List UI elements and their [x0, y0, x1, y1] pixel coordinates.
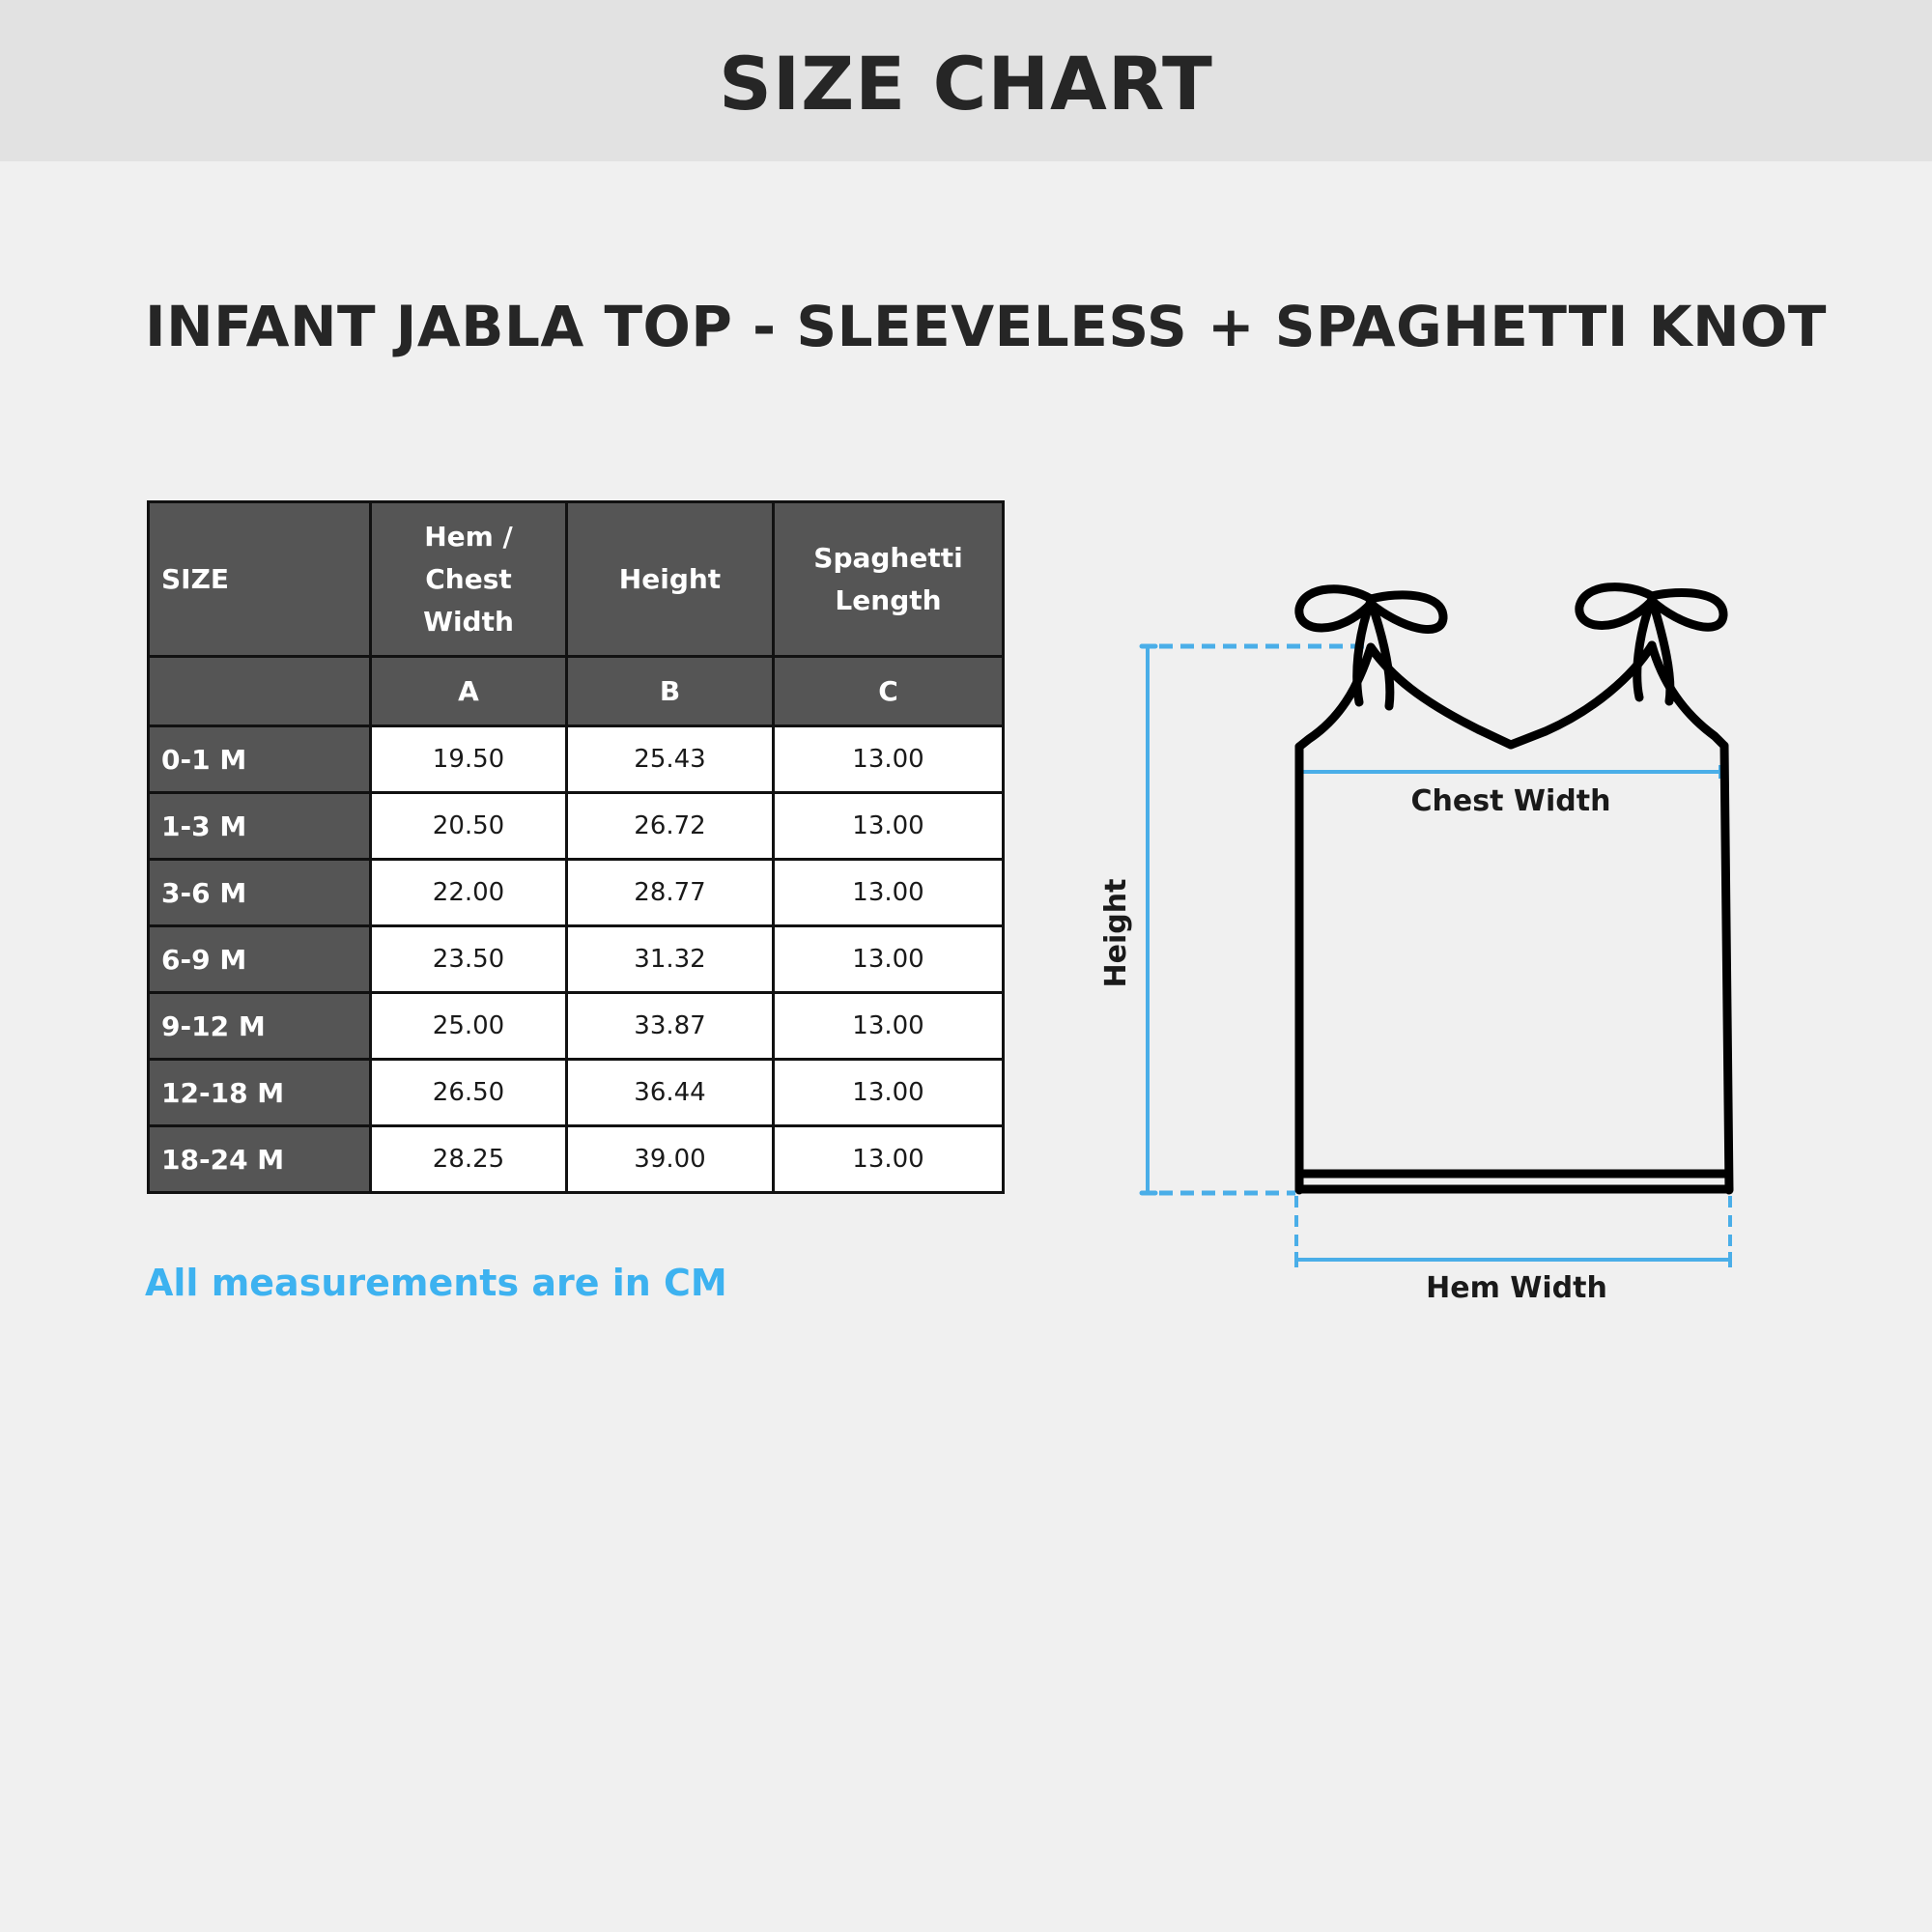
spaghetti-length-value: 13.00 — [774, 926, 1004, 993]
height-value: 31.32 — [567, 926, 774, 993]
chest-width-value: 28.25 — [371, 1126, 567, 1193]
spaghetti-length-value: 13.00 — [774, 993, 1004, 1060]
chest-width-value: 19.50 — [371, 726, 567, 793]
top-outline-icon — [1299, 645, 1729, 1190]
spaghetti-length-value: 13.00 — [774, 1060, 1004, 1126]
height-value: 26.72 — [567, 793, 774, 860]
height-value: 36.44 — [567, 1060, 774, 1126]
chest-width-value: 23.50 — [371, 926, 567, 993]
height-value: 28.77 — [567, 860, 774, 926]
spaghetti-length-value: 13.00 — [774, 793, 1004, 860]
size-label: 12-18 M — [149, 1060, 371, 1126]
letter-c: C — [774, 657, 1004, 726]
column-header-spaghetti-length: Spaghetti Length — [774, 502, 1004, 657]
size-label: 18-24 M — [149, 1126, 371, 1193]
column-header-hem-chest-width: Hem / Chest Width — [371, 502, 567, 657]
size-label: 3-6 M — [149, 860, 371, 926]
size-label: 9-12 M — [149, 993, 371, 1060]
height-value: 25.43 — [567, 726, 774, 793]
height-measure-icon — [1142, 646, 1370, 1193]
column-header-height: Height — [567, 502, 774, 657]
spaghetti-length-value: 13.00 — [774, 1126, 1004, 1193]
height-label: Height — [1099, 878, 1133, 988]
hem-width-measure-icon — [1296, 1196, 1730, 1267]
spaghetti-length-value: 13.00 — [774, 726, 1004, 793]
chest-width-label: Chest Width — [1410, 784, 1611, 818]
size-label: 0-1 M — [149, 726, 371, 793]
spaghetti-length-value: 13.00 — [774, 860, 1004, 926]
chest-width-value: 26.50 — [371, 1060, 567, 1126]
chest-width-value: 22.00 — [371, 860, 567, 926]
hem-width-label: Hem Width — [1426, 1271, 1607, 1305]
letter-a: A — [371, 657, 567, 726]
letter-b: B — [567, 657, 774, 726]
chest-width-value: 20.50 — [371, 793, 567, 860]
size-label: 6-9 M — [149, 926, 371, 993]
units-note: All measurements are in CM — [145, 1262, 727, 1304]
column-header-size: SIZE — [149, 502, 371, 657]
height-value: 33.87 — [567, 993, 774, 1060]
height-value: 39.00 — [567, 1126, 774, 1193]
product-title: INFANT JABLA TOP - SLEEVELESS + SPAGHETTI KNOT — [145, 294, 1827, 359]
chest-width-measure-icon — [1300, 765, 1720, 779]
page-title: SIZE CHART — [719, 41, 1213, 127]
chest-width-value: 25.00 — [371, 993, 567, 1060]
size-label: 1-3 M — [149, 793, 371, 860]
